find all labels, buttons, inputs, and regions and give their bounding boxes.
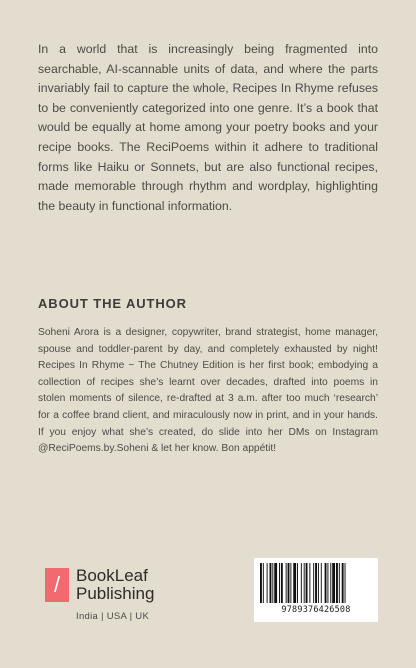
barcode-bar	[274, 563, 277, 603]
barcode-bar	[272, 563, 273, 603]
barcode-bar	[270, 563, 272, 603]
barcode-bar	[321, 563, 322, 603]
barcode-bar	[339, 563, 340, 603]
about-author-heading: ABOUT THE AUTHOR	[38, 296, 187, 311]
barcode-bar	[327, 563, 328, 603]
isbn-barcode	[254, 558, 378, 622]
barcode-bar	[279, 563, 280, 603]
barcode-bar	[318, 563, 319, 603]
barcode-bar	[288, 563, 290, 603]
barcode-bar	[309, 563, 310, 603]
publisher-logo	[45, 567, 154, 603]
barcode-bar	[263, 563, 264, 603]
barcode-bar	[286, 563, 287, 603]
barcode-bar	[290, 563, 291, 603]
barcode-bar	[315, 563, 317, 603]
publisher-name	[76, 567, 154, 603]
publisher-name-line1: BookLeaf	[76, 566, 148, 585]
barcode-bar	[332, 563, 335, 603]
barcode-bar	[313, 563, 314, 603]
barcode-bar	[330, 563, 331, 603]
back-cover-blurb: In a world that is increasingly being fragmented into searchable, AI-scannable units of data, and where the parts invariably fail to capture the whole, Recipes In Rhyme refuses to be conveniently categorized into one genre. It’s a book that would be equally at home among your poetry books and your recipe books. The ReciPoems within it adhere to traditional forms like Haiku or Sonnets, but are also functional recipes, made memorable through rhythm and wordplay, highlighting the beauty in functional information.	[38, 42, 378, 213]
barcode-bars	[260, 563, 372, 603]
barcode-bar	[325, 563, 327, 603]
publisher-locations: India | USA | UK	[76, 611, 150, 622]
barcode-bar	[281, 563, 283, 603]
barcode-bar	[342, 563, 344, 603]
barcode-bar	[345, 563, 346, 603]
isbn-number: 9789376426508	[281, 605, 351, 615]
publisher-name-line2: Publishing	[76, 584, 155, 603]
barcode-bar	[306, 563, 308, 603]
barcode-bar	[304, 563, 305, 603]
barcode-bar	[301, 563, 302, 603]
barcode-bar	[293, 563, 296, 603]
barcode-bar	[260, 563, 262, 603]
author-bio: Soheni Arora is a designer, copywriter, brand strategist, home manager, spouse and toddler-parent by day, and completely exhausted by night! Recipes In Rhyme ~ The Chutney Edition is her first book; embodying a collection of recipes she’s learnt over decades, drafted into poems in stolen moments of silence, re-drafted at 3 a.m. after too much ‘research’ for a coffee brand client, and miraculously now in print, and in your hands. If you enjoy what she’s created, do slide into her DMs on Instagram @ReciPoems.by.Soheni & let her know. Bon appétit!	[38, 327, 378, 455]
bookleaf-logo-icon: /	[45, 568, 69, 602]
barcode-bar	[297, 563, 298, 603]
barcode-bar	[267, 563, 268, 603]
barcode-bar	[336, 563, 338, 603]
